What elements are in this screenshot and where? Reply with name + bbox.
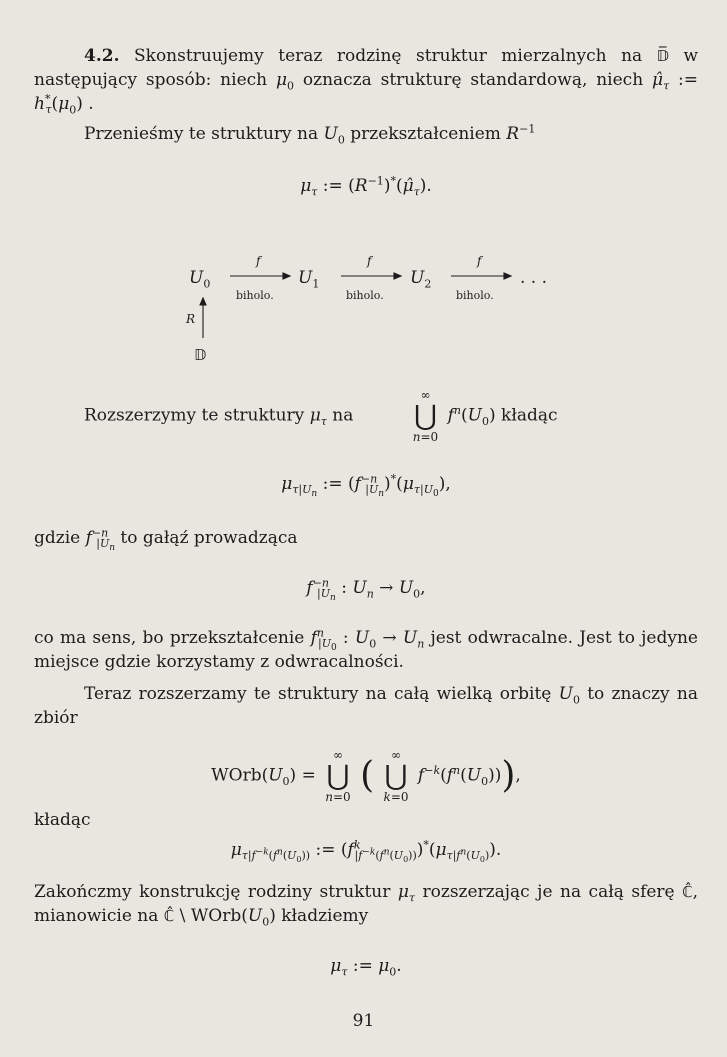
arrow-sublabel-2: biholo. (346, 289, 384, 302)
diagram-D: 𝔻 (194, 346, 207, 364)
diagram-U2: $U_2$ (410, 268, 432, 291)
arrow-label-f2: f (367, 254, 372, 268)
diagram-U1: $U_1$ (298, 268, 320, 291)
paragraph-transfer: Przenieśmy te struktury na $U_0$ przekształceniem $R^{-1}$ (84, 122, 536, 147)
disk-symbol: 𝔻̅ (656, 47, 669, 65)
text: oznacza strukturę standardową, niech (294, 70, 653, 90)
text: to gałąź prowadząca (115, 528, 298, 548)
text: jest odwracalne. Jest to jedyne miejsce gdzie korzystamy z odwracalności. (34, 628, 698, 672)
equation-orbit-structure: $\mu_{\tau|f^{-k}(f^n(U_0))}$ := $(f^k_{|f^{-k}(f^n(U_0))})^*(\mu_{\tau|f^n(U_0)})$. (230, 838, 502, 865)
arrow-sublabel-3: biholo. (456, 289, 494, 302)
worb-label: WOrb (211, 765, 262, 786)
text: rozszerzając je na całą sferę (415, 882, 683, 902)
union-operator-n: ∞ ⋃ n=0 (325, 748, 351, 804)
riemann-sphere-symbol: ℂ̂ (682, 883, 693, 901)
text: przekształceniem (344, 124, 507, 144)
paragraph-4-2: 4.2. Skonstruujemy teraz rodzinę struktur mierzalnych na 𝔻̅ w następujący sposób: niech $\mu_0$ oznacza strukturę standardową, niech $\mû_\tau$ := $h^*_\tau(\mu_0)$ . (34, 46, 698, 117)
text: to znaczy na zbiór (34, 684, 699, 728)
text: gdzie (34, 528, 86, 548)
text: Zakończmy konstrukcję rodziny struktur (34, 882, 398, 902)
paragraph-branch: gdzie $f^{-n}_{|U_n}$ to gałąź prowadząca (34, 526, 298, 554)
paragraph-putting: kładąc (34, 810, 91, 830)
paragraph-extend: Rozszerzymy te struktury $\mu_\tau$ na ∞ ⋃ n=0 $f^n(U_0)$ kładąc (84, 388, 558, 444)
union-operator-k: ∞ ⋃ k=0 (383, 748, 409, 804)
text: , mianowicie na (34, 882, 698, 926)
text: kładąc (495, 405, 558, 426)
arrow-sublabel-1: biholo. (236, 289, 274, 302)
text: Skonstruujemy teraz rodzinę struktur mierzalnych na (134, 46, 657, 66)
paragraph-conclude: Zakończmy konstrukcję rodziny struktur $\mu_\tau$ rozszerzając je na całą sferę ℂ̂, mianowicie na ℂ̂ \ $WOrb(U_0)$ kładziemy (34, 882, 698, 929)
diagram-U0: $U_0$ (189, 268, 211, 291)
diagram-dots: . . . (520, 268, 548, 288)
equation-mu-tau: $\mu_\tau$ := $(R^{-1})^*(\mû_\tau)$. (300, 174, 432, 199)
text: na (326, 405, 359, 426)
text: co ma sens, bo przekształcenie (34, 628, 311, 648)
text: Teraz rozszerzamy te struktury na całą wielką orbitę (84, 684, 559, 704)
equation-restriction: $\mu_{\tau|U_n}$ := $(f^{-n}_{|U_n})^*(\mu_{\tau|U_0})$, (281, 472, 451, 500)
paragraph-grand-orbit: Teraz rozszerzamy te struktury na całą wielką orbitę $U_0$ to znaczy na zbiór (34, 684, 699, 728)
equation-branch: $f^{-n}_{|U_n}$ : $U_n \to U_0$, (306, 576, 426, 604)
text: Przenieśmy te struktury na (84, 124, 324, 144)
section-number: 4.2. (84, 46, 120, 66)
diagram-R: R (186, 312, 196, 326)
equation-worb: $WOrb(U_0)$ = ∞ ⋃ n=0 ( ∞ ⋃ k=0 $f^{-k}(f^n(U_0))$), (211, 748, 521, 804)
arrow-label-f1: f (256, 254, 261, 268)
text: Rozszerzymy te struktury (84, 405, 310, 426)
arrow-label-f3: f (477, 254, 482, 268)
riemann-sphere-symbol: ℂ̂ (163, 907, 175, 925)
diagram-arrows (0, 0, 727, 400)
equation-final: $\mu_\tau$ := $\mu_0$. (330, 956, 402, 979)
text: w następujący sposób: niech (34, 46, 698, 90)
page-number: 91 (352, 1011, 375, 1031)
worb-label: WOrb (190, 906, 242, 926)
paragraph-invertible: co ma sens, bo przekształcenie $f^n_{|U_0}$ : $U_0 \to U_n$ jest odwracalne. Jest to jedyne miejsce gdzie korzystamy z odwracalności. (34, 626, 698, 672)
union-operator: ∞ ⋃ n=0 (412, 388, 439, 444)
text: kładziemy (275, 906, 369, 926)
